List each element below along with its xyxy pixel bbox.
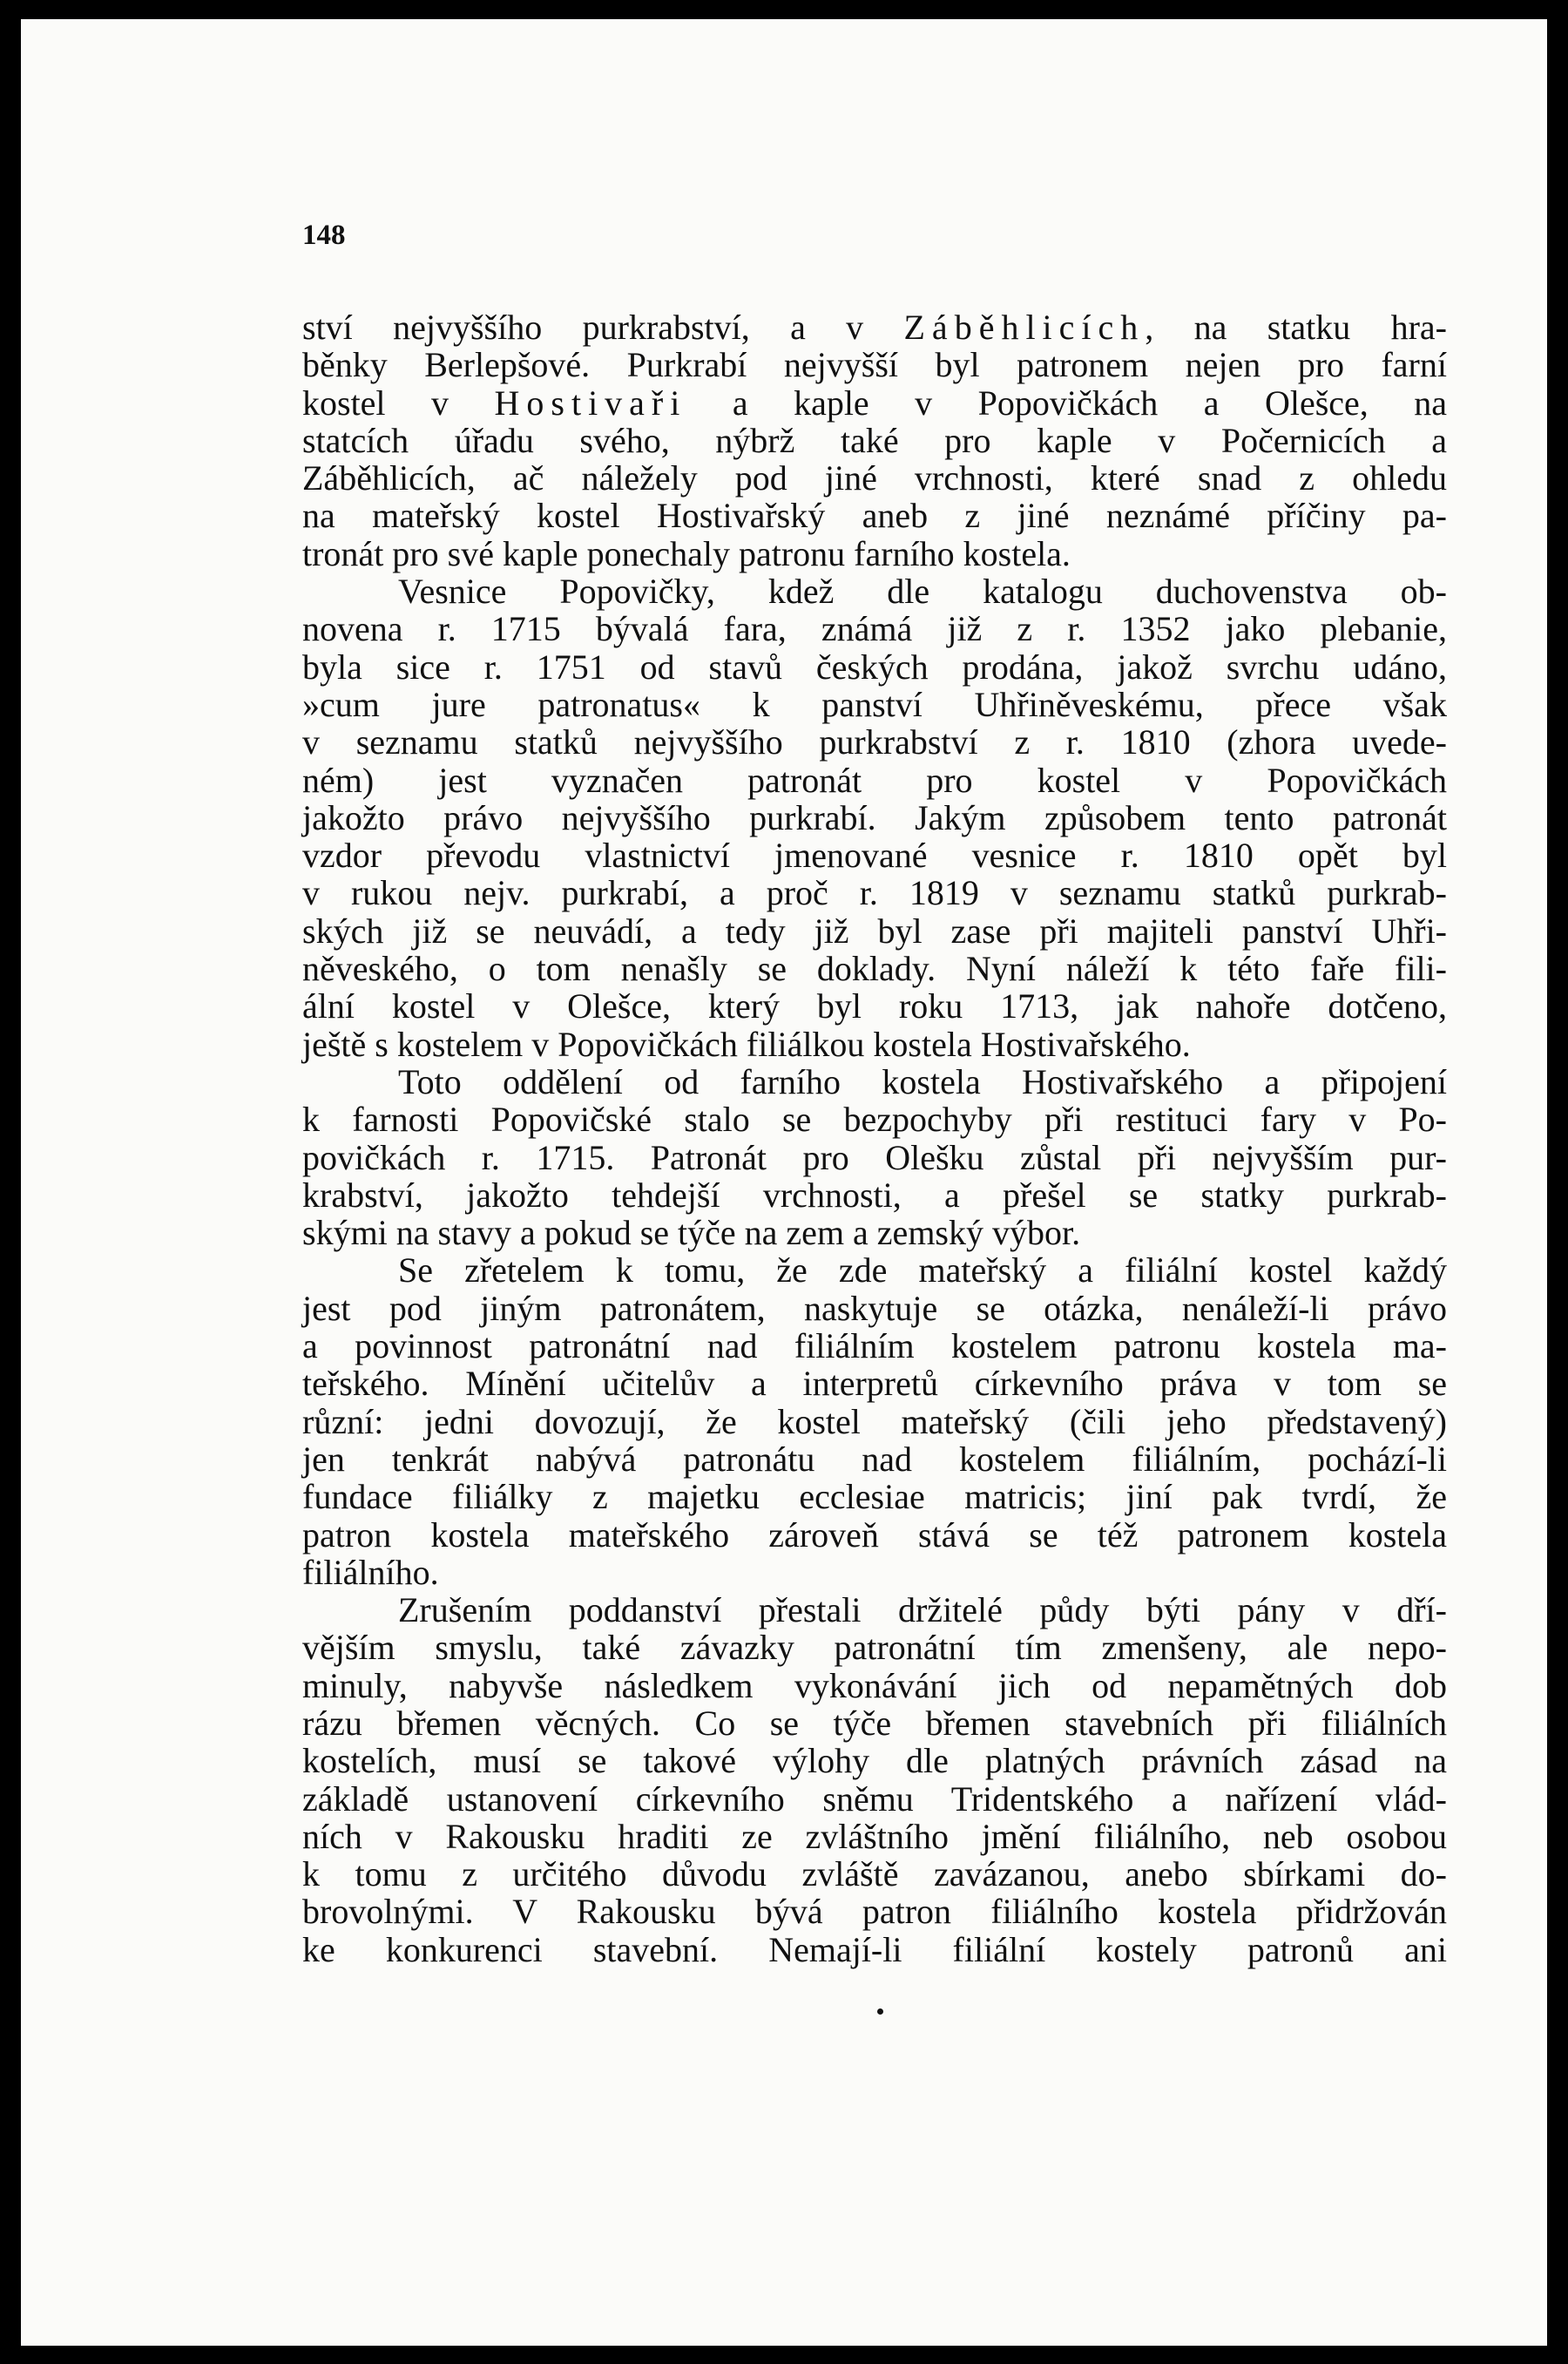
book-page: [21, 19, 1547, 2346]
text-line: brovolnými. V Rakousku bývá patron filiálního kostela přidržován: [302, 1892, 1447, 1932]
text-line: fundace filiálky z majetku ecclesiae matricis; jiní pak tvrdí, že: [302, 1477, 1447, 1517]
text-line: vzdor převodu vlastnictví jmenované vesnice r. 1810 opět byl: [302, 836, 1447, 876]
text-line: ských již se neuvádí, a tedy již byl zase při majiteli panství Uhři-: [302, 911, 1447, 951]
text-line: a povinnost patronátní nad filiálním kostelem patronu kostela ma-: [302, 1326, 1447, 1366]
page-number: 148: [302, 220, 346, 251]
text-line: něveského, o tom nenašly se doklady. Nyní náleží k této faře fili-: [302, 949, 1447, 989]
text-line: teřského. Mínění učitelův a interpretů církevního práva v tom se: [302, 1364, 1447, 1404]
text-line: běnky Berlepšové. Purkrabí nejvyšší byl patronem nejen pro farní: [302, 345, 1447, 385]
paragraph-start: Vesnice Popovičky, kdež dle katalogu duchovenstva ob-: [398, 572, 1447, 612]
text-line: byla sice r. 1751 od stavů českých prodána, jakož svrchu udáno,: [302, 647, 1447, 687]
text-line: k tomu z určitého důvodu zvláště zavázanou, anebo sbírkami do-: [302, 1854, 1447, 1894]
text-line: »cum jure patronatus« k panství Uhřiněveskému, přece však: [302, 684, 1447, 724]
text-line: ném) jest vyznačen patronát pro kostel v Popovičkách: [302, 760, 1447, 800]
text-line: novena r. 1715 bývalá fara, známá již z r. 1352 jako plebanie,: [302, 609, 1447, 649]
text-line: na mateřský kostel Hostivařský aneb z jiné neznámé příčiny pa-: [302, 496, 1447, 536]
text-line: filiálního.: [302, 1552, 439, 1592]
body-text: [302, 308, 1447, 1968]
signature-mark: [877, 2008, 883, 2015]
text-line: základě ustanovení církevního sněmu Tridentského a nařízení vlád-: [302, 1778, 1447, 1819]
text-line: rázu břemen věcných. Co se týče břemen stavebních při filiálních: [302, 1703, 1447, 1743]
text-line: kostelích, musí se takové výlohy dle platných právních zásad na: [302, 1741, 1447, 1781]
text-line: ství nejvyššího purkrabství, a v Záběhlicích, na statku hra-: [302, 308, 1447, 347]
text-line: ních v Rakousku hraditi ze zvláštního jmění filiálního, neb osobou: [302, 1816, 1447, 1856]
paragraph-start: Toto oddělení od farního kostela Hostivařského a připojení: [398, 1061, 1447, 1101]
text-line: různí: jedni dovozují, že kostel mateřský (čili jeho představený): [302, 1401, 1447, 1441]
text-line: jakožto právo nejvyššího purkrabí. Jakým způsobem tento patronát: [302, 797, 1447, 837]
paragraph-start: Zrušením poddanství přestali držitelé půdy býti pány v dří-: [398, 1590, 1447, 1630]
text-line: minuly, nabyvše následkem vykonávání jich od nepamětných dob: [302, 1665, 1447, 1705]
text-line: Záběhlicích, ač náležely pod jiné vrchnosti, které snad z ohledu: [302, 458, 1447, 498]
text-line: v seznamu statků nejvyššího purkrabství z r. 1810 (zhora uvede-: [302, 722, 1447, 762]
text-line: v rukou nejv. purkrabí, a proč r. 1819 v seznamu statků purkrab-: [302, 873, 1447, 913]
spaced-emphasis: Hostivaři: [494, 383, 687, 423]
text-line: jest pod jiným patronátem, naskytuje se otázka, nenáleží-li právo: [302, 1288, 1447, 1328]
text-line: ke konkurenci stavební. Nemají-li filiální kostely patronů ani: [302, 1929, 1447, 1969]
text-line: jen tenkrát nabývá patronátu nad kostelem filiálním, pochází-li: [302, 1439, 1447, 1479]
text-line: vějším smyslu, také závazky patronátní tím zmenšeny, ale nepo-: [302, 1628, 1447, 1668]
text-line: ještě s kostelem v Popovičkách filiálkou kostela Hostivařského.: [302, 1024, 1191, 1064]
text-line: krabství, jakožto tehdejší vrchnosti, a přešel se statky purkrab-: [302, 1175, 1447, 1215]
text-line: kostel v Hostivaři a kaple v Popovičkách a Olešce, na: [302, 383, 1448, 423]
text-line: skými na stavy a pokud se týče na zem a zemský výbor.: [302, 1213, 1081, 1253]
text-line: ální kostel v Olešce, který byl roku 1713, jak nahoře dotčeno,: [302, 986, 1447, 1026]
text-line: k farnosti Popovičské stalo se bezpochyby při restituci fary v Po-: [302, 1100, 1447, 1140]
text-line: tronát pro své kaple ponechaly patronu farního kostela.: [302, 533, 1071, 573]
text-line: patron kostela mateřského zároveň stává se též patronem kostela: [302, 1514, 1447, 1555]
spaced-emphasis: Záběhlicích: [903, 308, 1146, 347]
paragraph-start: Se zřetelem k tomu, že zde mateřský a filiální kostel každý: [398, 1250, 1447, 1290]
text-line: povičkách r. 1715. Patronát pro Olešku zůstal při nejvyšším pur-: [302, 1137, 1447, 1177]
text-line: statcích úřadu svého, nýbrž také pro kaple v Počernicích a: [302, 420, 1447, 460]
